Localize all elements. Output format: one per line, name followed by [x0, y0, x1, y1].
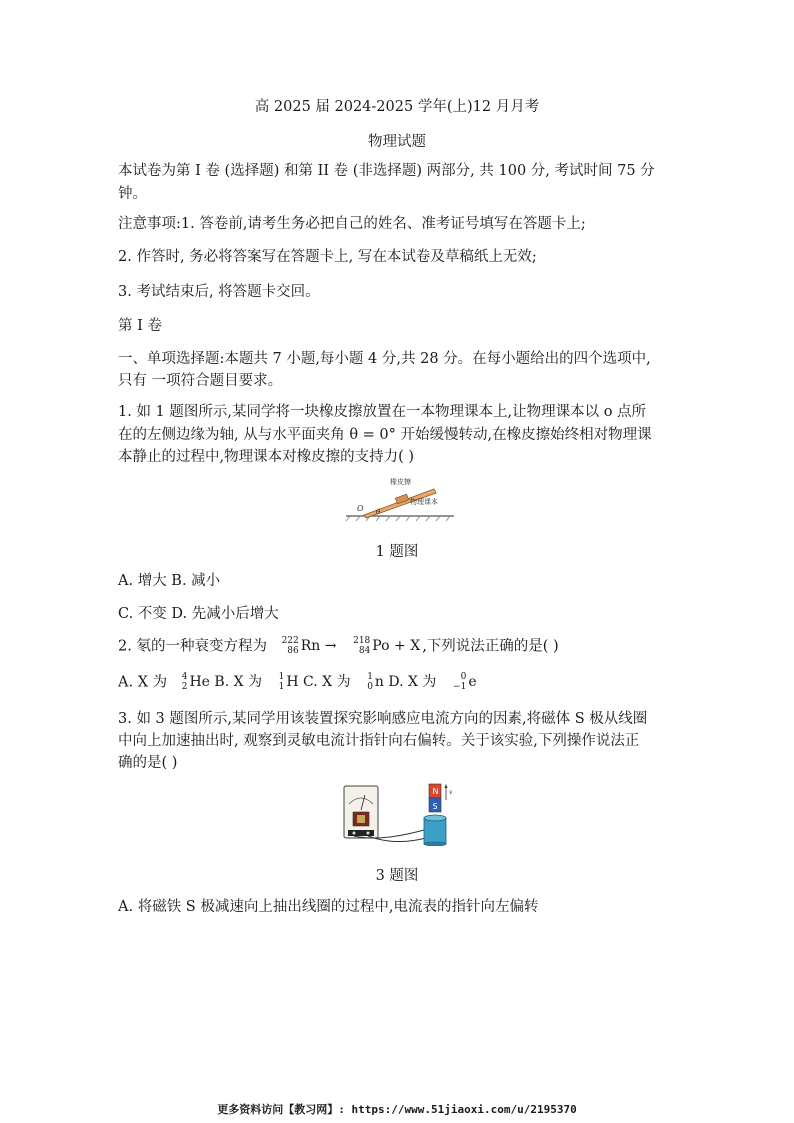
- exam-title: 高 2025 届 2024-2025 学年(上)12 月月考: [254, 99, 540, 115]
- e-symbol: e: [468, 674, 477, 690]
- q3-caption: 3 题图: [375, 868, 419, 884]
- n-number: 0: [367, 682, 373, 692]
- rn-symbol: Rn →: [300, 638, 337, 654]
- q2-prefix: 2. 氡的一种衰变方程为: [118, 638, 267, 655]
- velocity-label: v: [449, 789, 453, 796]
- n-mass: 1: [367, 672, 373, 682]
- po-mass: 218: [353, 636, 371, 646]
- section-label: 第 I 卷: [118, 318, 162, 334]
- po-number: 84: [358, 646, 371, 656]
- e-number: −1: [453, 682, 467, 692]
- nuclide-e: [453, 672, 477, 693]
- h-number: 1: [278, 682, 285, 692]
- note-3: 3. 考试结束后, 将答题卡交回。: [118, 284, 320, 300]
- intro-line-2: 钟。: [118, 186, 147, 202]
- q1-caption: 1 题图: [375, 544, 419, 560]
- magnet: [429, 784, 441, 812]
- nuclide-he: [182, 672, 262, 693]
- nuclide-n: [367, 672, 436, 693]
- q2-suffix: ,下列说法正确的是( ): [422, 638, 559, 655]
- section-instruction-1: 一、单项选择题:本题共 7 小题,每小题 4 分,共 28 分。在每小题给出的四个选项中,: [118, 351, 651, 367]
- figure-label-eraser: 橡皮擦: [390, 478, 411, 486]
- magnet-s-label: S: [432, 802, 438, 811]
- figure-label-o: O: [357, 504, 364, 513]
- nuclide-po: [353, 636, 420, 657]
- he-mass: 4: [181, 672, 188, 682]
- q2-options: [118, 672, 479, 694]
- q3-line-2: 中向上加速抽出时, 观察到灵敏电流计指针向右偏转。关于该实验,下列操作说法正: [118, 733, 640, 749]
- section-instruction-2: 只有 一项符合题目要求。: [118, 373, 283, 389]
- q3-option-a: A. 将磁铁 S 极减速向上抽出线圈的过程中,电流表的指针向左偏转: [118, 899, 539, 915]
- q1-options-cd: C. 不变 D. 先减小后增大: [118, 606, 279, 622]
- nuclide-h: [279, 672, 351, 693]
- q3-figure: [340, 780, 460, 846]
- q3-line-3: 确的是( ): [118, 755, 178, 771]
- magnet-n-label: N: [432, 787, 439, 796]
- rn-number: 86: [287, 646, 299, 656]
- coil: [424, 815, 446, 846]
- n-symbol: n D. X 为: [374, 674, 437, 690]
- q1-options-ab: A. 增大 B. 减小: [118, 573, 221, 589]
- h-symbol: H C. X 为: [286, 674, 351, 690]
- q1-line-2: 在的左侧边缘为轴, 从与水平面夹角 θ = 0° 开始缓慢转动,在橡皮擦始终相对物理课: [118, 427, 652, 443]
- q1-line-1: 1. 如 1 题图所示,某同学将一块橡皮擦放置在一本物理课本上,让物理课本以 o 点所: [118, 404, 647, 420]
- q2-option-a: A. X 为: [118, 674, 168, 691]
- po-symbol: Po + X: [372, 638, 421, 654]
- note-2: 2. 作答时, 务必将答案写在答题卡上, 写在本试卷及草稿纸上无效;: [118, 249, 537, 265]
- exam-subject: 物理试题: [368, 134, 426, 150]
- h-mass: 1: [278, 672, 285, 682]
- q1-line-3: 本静止的过程中,物理课本对橡皮擦的支持力( ): [118, 449, 415, 465]
- e-mass: 0: [460, 672, 467, 682]
- he-number: 2: [181, 682, 188, 692]
- intro-line-1: 本试卷为第 I 卷 (选择题) 和第 II 卷 (非选择题) 两部分, 共 100 分, 考试时间 75 分: [118, 163, 655, 179]
- figure-label-book: 物理课本: [410, 498, 438, 506]
- q1-figure: [340, 474, 460, 524]
- q3-line-1: 3. 如 3 题图所示,某同学用该装置探究影响感应电流方向的因素,将磁体 S 极从线圈: [118, 711, 648, 727]
- he-symbol: He B. X 为: [189, 674, 263, 690]
- figure-label-theta: θ: [376, 508, 381, 516]
- q2-stem: [118, 636, 559, 658]
- footer-link[interactable]: 更多资料访问【教习网】: https://www.51jiaoxi.com/u/2195370: [217, 1103, 577, 1116]
- note-1: 注意事项:1. 答卷前,请考生务必把自己的姓名、准考证号填写在答题卡上;: [118, 216, 586, 232]
- galvanometer: [344, 786, 378, 838]
- rn-mass: 222: [281, 636, 299, 646]
- nuclide-rn: [282, 636, 337, 657]
